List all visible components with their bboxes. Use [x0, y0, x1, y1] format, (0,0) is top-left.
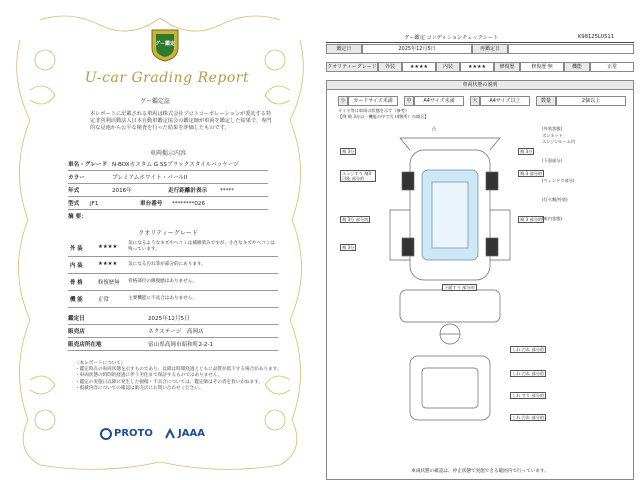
shop-label: 販売店 — [68, 329, 85, 335]
damage-tag: 飛 3分 部分的 — [342, 217, 369, 222]
grade-label: 内装 — [436, 62, 460, 72]
quality-stars: 正常 — [98, 297, 109, 303]
badge-text: グー鑑定 — [154, 41, 175, 47]
vehicle-name-label: 車名・グレード — [68, 162, 108, 168]
grade-label: 修復歴 — [494, 62, 520, 72]
size-note: タイヤ等は車両の状態を示す（参考） — [338, 108, 410, 113]
header-divider — [326, 42, 634, 43]
vin-label: 車台番号 — [140, 201, 163, 207]
size-value: カードサイズ未満 — [348, 96, 398, 106]
grade-value: ★★★★ — [460, 62, 494, 72]
sheet-footer-note: 車両状態の確認は、停止状態で実施できる範囲内で行っています。 — [411, 469, 549, 474]
goo-kantei-badge — [150, 28, 180, 62]
legend-line: (車内状態) — [542, 216, 563, 222]
quality-desc: 主要機能に不具合はありません。 — [128, 296, 198, 301]
legend-line: (ウィンドウ部分) — [542, 177, 575, 183]
quality-label: 内 装 — [70, 263, 83, 269]
quality-stars: ★★★★ — [98, 244, 118, 250]
vehicle-year-value: 2016年 — [112, 188, 132, 194]
legend-line: ボンネット — [542, 133, 563, 139]
legend-line: (外装状態) — [542, 126, 563, 131]
legend-line: (灯火類/外装) — [542, 197, 568, 203]
size-note-example: 【例 飛 3分以一機能の中で汚 (4箇所）の場合】 — [338, 114, 429, 119]
date-row — [68, 314, 278, 325]
car-diagram — [380, 130, 520, 430]
quality-stars: ★★★★ — [98, 261, 118, 267]
note-line: ・鑑定時点の車両状態を示すものであり、以降は時間経過とともに品質が低下する場合があります。 — [75, 367, 282, 373]
size-label: 大 — [470, 96, 480, 106]
vehicle-model-label: 型式 — [68, 201, 80, 207]
vin-value: ********026 — [172, 201, 206, 207]
size-label: 小 — [338, 96, 348, 106]
quality-label: 骨 格 — [70, 280, 83, 286]
damage-tag: しれ すり 部分的 — [512, 393, 544, 398]
damage-tag: しれ 汚れ 部分的 — [512, 415, 544, 420]
jaaa-logo-text: JAAA — [178, 428, 205, 439]
size-label: 数量 — [536, 96, 556, 106]
quality-section-title: クオリティーグレード — [138, 230, 198, 237]
quality-row-exterior — [68, 240, 278, 257]
memo-row — [68, 212, 268, 222]
damage-tag: 飛 3分 — [342, 149, 355, 154]
quality-stars: 修復歴無 — [98, 280, 120, 286]
size-value: A4サイズ未満 — [414, 96, 464, 106]
report-notes — [75, 361, 285, 392]
address-label: 販売店所在地 — [68, 342, 102, 348]
note-line: ・車両状態の時間的経過に伴う劣化まで保証するものではありません。 — [75, 373, 223, 379]
damage-tag: 飛 3 部分的 — [520, 217, 543, 222]
condition-check-sheet — [320, 0, 640, 480]
condition-section-title: 車両状態の説明 — [326, 80, 634, 90]
sheet-date-label: 鑑定日 — [326, 44, 362, 54]
damage-tag: しれ 汚れ 部分的 — [512, 371, 544, 376]
vehicle-name-row — [68, 160, 268, 171]
date-label: 鑑定日 — [68, 316, 85, 322]
sheet-redate-value — [508, 44, 634, 54]
shop-row — [68, 327, 278, 338]
quality-list — [68, 240, 278, 308]
note-line: ・掲載内容についての確認は販売店にお問い合わせください。 — [75, 385, 204, 391]
note-line: 〈本レポートについて〉 — [75, 361, 126, 366]
memo-label: 摘 要： — [68, 214, 87, 220]
sheet-date-value: 2025年12月5日 — [362, 44, 472, 54]
vehicle-year-row — [68, 186, 268, 197]
grade-label: 外装 — [378, 62, 402, 72]
size-value: 2個以上 — [556, 96, 626, 106]
damage-tag: 飛 3 部分的 — [520, 171, 543, 176]
grade-value: 正常 — [590, 62, 634, 72]
mileage-label: 走行距離計表示 — [168, 188, 208, 194]
vehicle-color-row — [68, 173, 268, 184]
size-label: 中 — [404, 96, 414, 106]
proto-logo-icon — [100, 428, 112, 440]
quality-desc: 気になる汚れ等が部分的にあります。 — [128, 262, 206, 267]
sheet-quality-label: クオリティーグレード — [327, 64, 377, 70]
sheet-header-title: グー鑑定 コンディションチェックシート — [404, 35, 499, 41]
certificate-subtitle: グー鑑定証 — [140, 98, 171, 105]
quality-row-function — [68, 291, 278, 308]
vehicle-section-title: 車両掲示内容 — [149, 150, 186, 157]
shop-value: ネクステージ 高岡店 — [148, 329, 204, 335]
damage-tag: 飛 3分 — [520, 149, 533, 154]
quality-row-frame — [68, 274, 278, 291]
note-line: ・鑑定の実施日以降に発生した損傷・不具合については、鑑定師はその責を負いかねます。 — [75, 379, 263, 385]
damage-tag: エッジすり 飛3可能 部分的 — [340, 170, 376, 182]
damage-tag: 凸 — [432, 126, 437, 131]
grade-value: ★★★★ — [402, 62, 436, 72]
damage-tag: 飛 3分 — [342, 245, 355, 250]
vehicle-model-value: JF1 — [90, 201, 99, 207]
quality-label: 外 装 — [70, 246, 83, 252]
quality-row-interior — [68, 257, 278, 274]
legend-line: (下面部分) — [542, 158, 563, 164]
sheet-redate-label: 再鑑定日 — [472, 44, 508, 54]
vehicle-color-label: カラー — [68, 175, 85, 181]
quality-desc: 気になるようなキズやヘコミは補修済みですが、小さなキズやヘコミは残っています。 — [128, 241, 275, 252]
vehicle-color-value: プレミアムホワイト・パールII — [112, 175, 188, 181]
quality-desc: 骨格部位の修復歴はありません。 — [128, 279, 198, 284]
vehicle-model-row — [68, 199, 268, 210]
damage-tag: しれ 汚れ 部分的 — [512, 347, 544, 352]
intro-text: 本レポートに記載される車両は株式会社プロトコーポレーションが委託する特定非営利活動法人日本自動車鑑定協会の鑑定師が車両を鑑定した結果で、専門的な見地から公平な検査を行った結果を評価したものです。 — [90, 111, 272, 131]
address-value: 富山県高岡市昭和町2-2-1 — [148, 342, 214, 348]
grade-value: 修復歴 無 — [520, 62, 564, 72]
sheet-doc-id: K98125L0511 — [578, 34, 614, 40]
condition-legend — [542, 126, 620, 222]
vehicle-name-value: N-BOXカスタム G SSブラックスタイルパッケージ — [112, 162, 239, 168]
date-value: 2025年12月5日 — [148, 316, 190, 322]
proto-logo-text: PROTO — [114, 428, 153, 439]
size-value: A4サイズ以上 — [480, 96, 530, 106]
mileage-value: ***** — [220, 188, 234, 194]
legend-line: エンジンルーム内 — [542, 138, 576, 144]
address-row — [68, 340, 278, 351]
damage-tag: 下面すり 部分的 — [444, 285, 475, 290]
quality-label: 機 能 — [70, 297, 83, 303]
jaaa-logo-icon — [164, 428, 176, 440]
report-title: U-car Grading Report — [84, 70, 250, 86]
grade-label: 機能 — [564, 62, 590, 72]
vehicle-year-label: 年式 — [68, 188, 80, 194]
